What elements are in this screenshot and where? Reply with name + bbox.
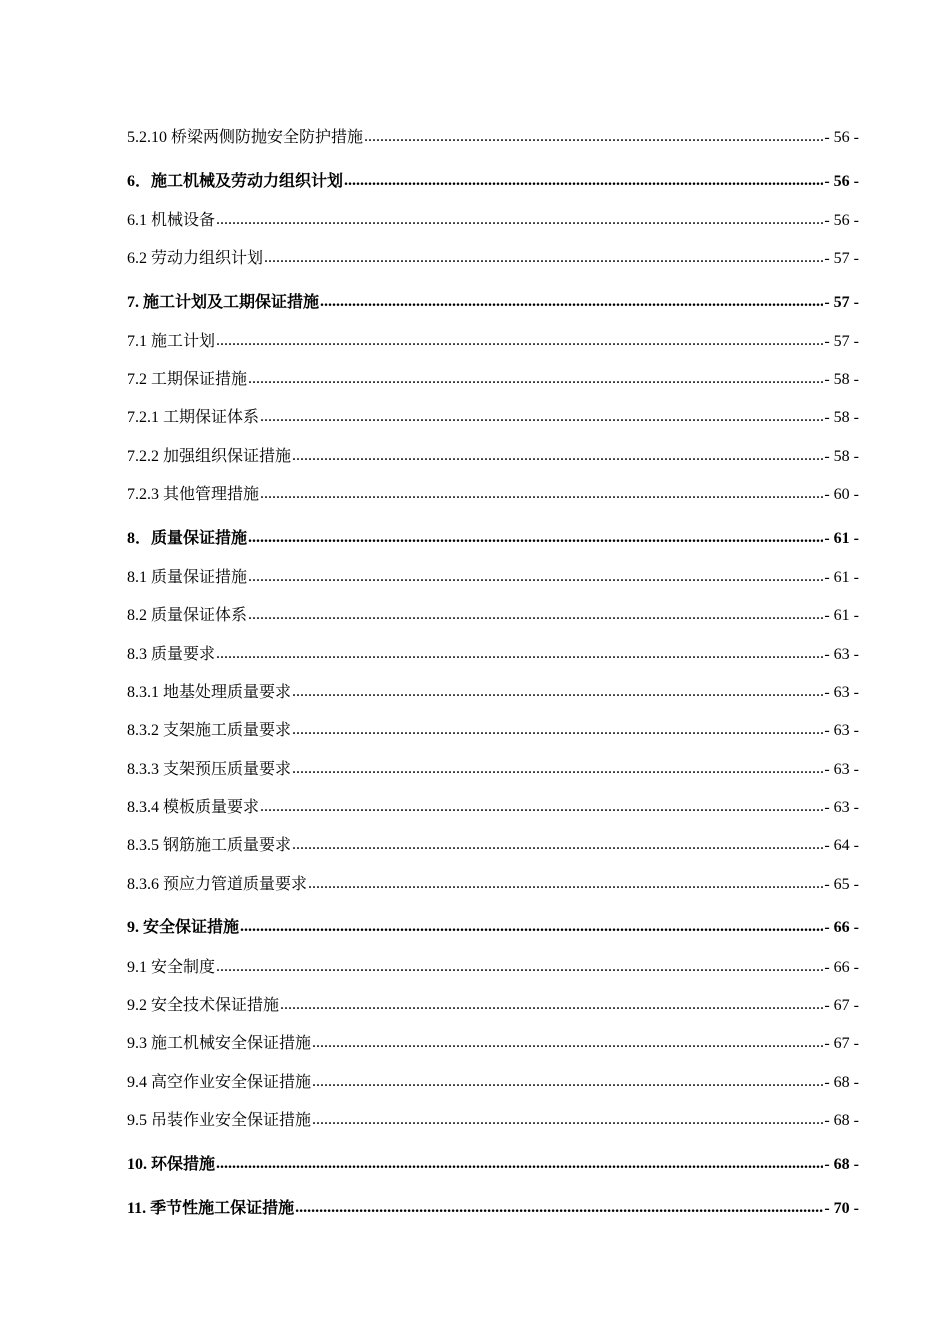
dot-leader bbox=[260, 797, 823, 817]
toc-entry[interactable] bbox=[127, 760, 859, 780]
toc-page-number: - 56 - bbox=[824, 212, 859, 229]
dot-leader bbox=[216, 957, 823, 977]
dot-leader bbox=[312, 1110, 823, 1130]
toc-page-number: - 63 - bbox=[824, 646, 859, 663]
dot-leader bbox=[248, 605, 823, 625]
toc-entry[interactable] bbox=[127, 128, 859, 148]
toc-entry[interactable] bbox=[127, 1199, 859, 1219]
toc-page-number: - 57 - bbox=[824, 294, 859, 311]
toc-entry[interactable] bbox=[127, 645, 859, 665]
toc-page-number: - 61 - bbox=[824, 607, 859, 624]
toc-entry-label: 10. 环保措施 bbox=[127, 1156, 216, 1173]
toc-entry[interactable] bbox=[127, 1034, 859, 1054]
toc-entry[interactable] bbox=[127, 172, 859, 192]
dot-leader bbox=[216, 644, 823, 664]
dot-leader bbox=[344, 171, 823, 191]
toc-page-number: - 57 - bbox=[824, 250, 859, 267]
toc-page-number: - 67 - bbox=[824, 997, 859, 1014]
dot-leader bbox=[292, 759, 823, 779]
toc-page-number: - 63 - bbox=[824, 722, 859, 739]
toc-entry-label: 6.2 劳动力组织计划 bbox=[127, 250, 264, 267]
toc-entry[interactable] bbox=[127, 249, 859, 269]
toc-entry-label: 7.2.3 其他管理措施 bbox=[127, 486, 260, 503]
toc-entry[interactable] bbox=[127, 683, 859, 703]
toc-page-number: - 64 - bbox=[824, 837, 859, 854]
dot-leader bbox=[308, 874, 823, 894]
toc-entry[interactable] bbox=[127, 996, 859, 1016]
toc-entry-label: 9. 安全保证措施 bbox=[127, 919, 240, 936]
toc-entry-label: 8.3.2 支架施工质量要求 bbox=[127, 722, 292, 739]
toc-entry-label: 11. 季节性施工保证措施 bbox=[127, 1200, 295, 1217]
dot-leader bbox=[260, 484, 823, 504]
dot-leader bbox=[292, 682, 823, 702]
dot-leader bbox=[248, 528, 823, 548]
toc-page-number: - 66 - bbox=[824, 959, 859, 976]
toc-page-number: - 58 - bbox=[824, 448, 859, 465]
toc-entry[interactable] bbox=[127, 918, 859, 938]
toc-entry-label: 7.2 工期保证措施 bbox=[127, 371, 248, 388]
toc-page-number: - 68 - bbox=[824, 1156, 859, 1173]
toc-entry-label: 8.3.4 模板质量要求 bbox=[127, 799, 260, 816]
dot-leader bbox=[295, 1198, 823, 1218]
dot-leader bbox=[248, 369, 823, 389]
toc-entry-label: 8.1 质量保证措施 bbox=[127, 569, 248, 586]
toc-page-number: - 67 - bbox=[824, 1035, 859, 1052]
toc-entry[interactable] bbox=[127, 370, 859, 390]
toc-entry-label: 9.4 高空作业安全保证措施 bbox=[127, 1074, 312, 1091]
toc-page-number: - 60 - bbox=[824, 486, 859, 503]
toc-entry[interactable] bbox=[127, 958, 859, 978]
toc-entry-label: 8．质量保证措施 bbox=[127, 530, 248, 547]
toc-page-number: - 56 - bbox=[824, 129, 859, 146]
toc-page-number: - 68 - bbox=[824, 1112, 859, 1129]
dot-leader bbox=[216, 1154, 823, 1174]
dot-leader bbox=[216, 331, 823, 351]
dot-leader bbox=[312, 1033, 823, 1053]
toc-page-number: - 65 - bbox=[824, 876, 859, 893]
toc-page-number: - 56 - bbox=[824, 173, 859, 190]
toc-entry-label: 8.3 质量要求 bbox=[127, 646, 216, 663]
toc-page-number: - 70 - bbox=[824, 1200, 859, 1217]
dot-leader bbox=[264, 248, 823, 268]
toc-entry[interactable] bbox=[127, 485, 859, 505]
dot-leader bbox=[248, 567, 823, 587]
toc-entry[interactable] bbox=[127, 293, 859, 313]
toc-page-number: - 61 - bbox=[824, 530, 859, 547]
toc-entry[interactable] bbox=[127, 1111, 859, 1131]
dot-leader bbox=[292, 446, 823, 466]
toc-entry-label: 8.3.6 预应力管道质量要求 bbox=[127, 876, 308, 893]
dot-leader bbox=[260, 407, 823, 427]
dot-leader bbox=[216, 210, 823, 230]
toc-entry[interactable] bbox=[127, 408, 859, 428]
toc-entry[interactable] bbox=[127, 606, 859, 626]
toc-page-number: - 66 - bbox=[824, 919, 859, 936]
toc-entry-label: 8.2 质量保证体系 bbox=[127, 607, 248, 624]
toc-page-number: - 61 - bbox=[824, 569, 859, 586]
dot-leader bbox=[292, 720, 823, 740]
dot-leader bbox=[240, 917, 823, 937]
toc-entry-label: 6．施工机械及劳动力组织计划 bbox=[127, 173, 344, 190]
toc-page-number: - 63 - bbox=[824, 684, 859, 701]
toc-entry-label: 7.2.2 加强组织保证措施 bbox=[127, 448, 292, 465]
toc-entry[interactable] bbox=[127, 529, 859, 549]
toc-page-number: - 63 - bbox=[824, 799, 859, 816]
toc-entry[interactable] bbox=[127, 836, 859, 856]
dot-leader bbox=[312, 1072, 823, 1092]
toc-entry-label: 9.3 施工机械安全保证措施 bbox=[127, 1035, 312, 1052]
toc-entry-label: 6.1 机械设备 bbox=[127, 212, 216, 229]
toc-entry[interactable] bbox=[127, 1073, 859, 1093]
toc-entry-label: 8.3.5 钢筋施工质量要求 bbox=[127, 837, 292, 854]
toc-entry-label: 8.3.1 地基处理质量要求 bbox=[127, 684, 292, 701]
toc-entry[interactable] bbox=[127, 1155, 859, 1175]
dot-leader bbox=[364, 127, 823, 147]
toc-entry[interactable] bbox=[127, 721, 859, 741]
toc-entry-label: 9.5 吊装作业安全保证措施 bbox=[127, 1112, 312, 1129]
toc-entry-label: 7. 施工计划及工期保证措施 bbox=[127, 294, 320, 311]
toc-page-number: - 57 - bbox=[824, 333, 859, 350]
toc-page-number: - 68 - bbox=[824, 1074, 859, 1091]
toc-entry[interactable] bbox=[127, 568, 859, 588]
toc-entry-label: 5.2.10 桥梁两侧防抛安全防护措施 bbox=[127, 129, 364, 146]
dot-leader bbox=[292, 835, 823, 855]
toc-entry-label: 9.1 安全制度 bbox=[127, 959, 216, 976]
toc-entry[interactable] bbox=[127, 798, 859, 818]
dot-leader bbox=[280, 995, 823, 1015]
toc-page-number: - 63 - bbox=[824, 761, 859, 778]
toc-entry[interactable] bbox=[127, 332, 859, 352]
toc-entry[interactable] bbox=[127, 447, 859, 467]
dot-leader bbox=[320, 292, 823, 312]
toc-entry-label: 7.2.1 工期保证体系 bbox=[127, 409, 260, 426]
toc-page-number: - 58 - bbox=[824, 371, 859, 388]
toc-entry[interactable] bbox=[127, 211, 859, 231]
toc-entry-label: 9.2 安全技术保证措施 bbox=[127, 997, 280, 1014]
toc-entry-label: 8.3.3 支架预压质量要求 bbox=[127, 761, 292, 778]
toc-page-number: - 58 - bbox=[824, 409, 859, 426]
toc-entry-label: 7.1 施工计划 bbox=[127, 333, 216, 350]
toc-entry[interactable] bbox=[127, 875, 859, 895]
